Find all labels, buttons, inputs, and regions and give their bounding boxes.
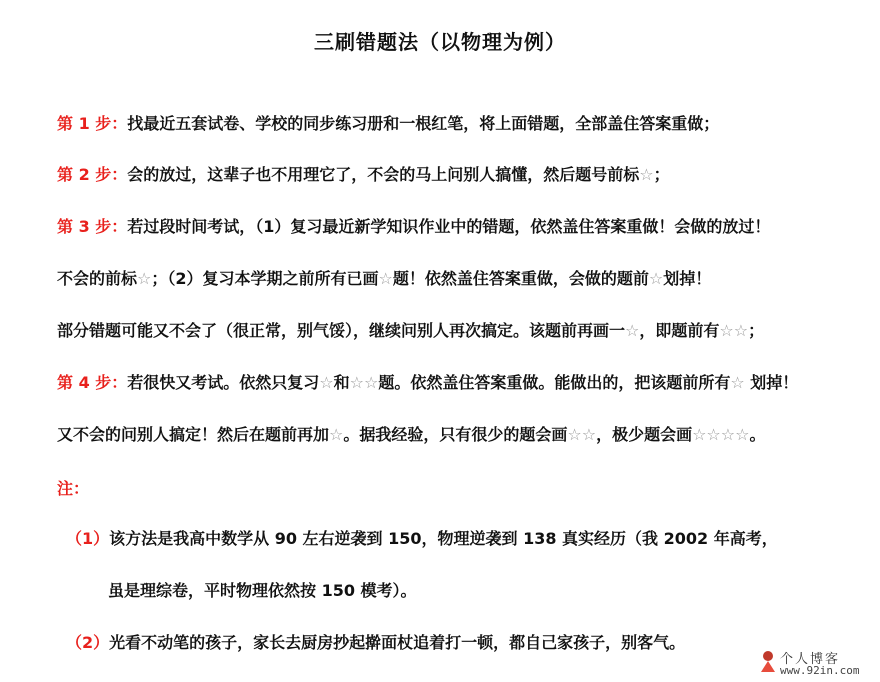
step-3-text: 若过段时间考试，（1）复习最近新学知识作业中的错题，依然盖住答案重做！会做的放过！ — [127, 217, 771, 236]
page-title: 三刷错题法（以物理为例） — [314, 30, 566, 54]
star-icon: ☆ — [692, 425, 707, 444]
note-2 — [66, 632, 685, 654]
step-3-line-1 — [57, 216, 770, 238]
step-4-text: 题。依然盖住答案重做。能做出的，把该题前所有 — [378, 373, 731, 392]
star-icon: ☆ — [137, 269, 152, 288]
star-icon: ☆ — [706, 425, 721, 444]
star-icon: ☆ — [733, 321, 749, 340]
step-4-text: 。据我经验，只有很少的题会画 — [343, 425, 568, 444]
star-icon: ☆ — [648, 269, 664, 288]
star-icon: ☆ — [735, 425, 750, 444]
step-3-line-3 — [57, 320, 764, 342]
step-4-text: 若很快又考试。依然只复习 — [127, 373, 320, 392]
step-4-text: 划掉！ — [744, 373, 799, 392]
step-1-label: 第 1 步： — [57, 114, 128, 133]
step-3-line-2 — [57, 268, 711, 290]
note-1-line-2: 虽是理综卷，平时物理依然按 150 模考）。 — [108, 581, 417, 600]
notes-label: 注： — [57, 479, 90, 498]
watermark-url: www.92in.com — [780, 664, 860, 677]
step-3-text: 部分错题可能又不会了（很正常，别气馁），继续问别人再次搞定。该题前再画一 — [57, 321, 626, 340]
star-icon: ☆ — [349, 373, 364, 392]
watermark-name: 个人博客 — [780, 652, 841, 667]
step-3-label: 第 3 步： — [57, 217, 128, 236]
step-4-line-1 — [57, 372, 798, 394]
watermark-logo-icon — [758, 648, 778, 674]
step-3-text: 题！依然盖住答案重做，会做的题前 — [392, 269, 649, 288]
step-3-text: ，即题前有 — [639, 321, 720, 340]
star-icon: ☆ — [730, 373, 745, 392]
step-1-text: 找最近五套试卷、学校的同步练习册和一根红笔，将上面错题，全部盖住答案重做； — [127, 114, 720, 133]
star-icon: ☆ — [639, 165, 654, 184]
star-icon: ☆ — [719, 321, 734, 340]
step-2-text-end: ； — [653, 165, 670, 184]
step-1 — [57, 113, 719, 135]
step-3-text: 划掉！ — [663, 269, 712, 288]
note-1-line-1 — [66, 528, 778, 550]
note-1-number: （1） — [66, 529, 110, 548]
note-1-text: 该方法是我高中数学从 90 左右逆袭到 150，物理逆袭到 138 真实经历（我 2002 年高考， — [109, 529, 778, 548]
watermark — [758, 648, 878, 680]
step-4-text: 又不会的问别人搞定！然后在题前再加 — [57, 425, 330, 444]
step-2-label: 第 2 步： — [57, 165, 128, 184]
step-2-text: 会的放过，这辈子也不用理它了，不会的马上问别人搞懂，然后题号前标 — [127, 165, 640, 184]
star-icon: ☆ — [567, 425, 582, 444]
star-icon: ☆ — [581, 425, 597, 444]
step-3-text: 不会的前标 — [57, 269, 138, 288]
step-4-text: 。 — [749, 425, 766, 444]
star-icon: ☆ — [329, 425, 344, 444]
star-icon: ☆ — [319, 373, 334, 392]
note-2-text: 光看不动笔的孩子，家长去厨房抄起擀面杖追着打一顿，都自己家孩子，别客气。 — [109, 633, 686, 652]
note-2-number: （2） — [66, 633, 110, 652]
star-icon: ☆ — [378, 269, 393, 288]
step-4-line-2 — [57, 424, 765, 446]
step-4-label: 第 4 步： — [57, 373, 128, 392]
step-2 — [57, 164, 670, 186]
star-icon: ☆ — [720, 425, 736, 444]
step-3-text: ；（2）复习本学期之前所有已画 — [151, 269, 379, 288]
step-3-text: ； — [748, 321, 765, 340]
star-icon: ☆ — [625, 321, 640, 340]
step-4-text: 和 — [333, 373, 350, 392]
step-4-text: ，极少题会画 — [596, 425, 693, 444]
star-icon: ☆ — [364, 373, 379, 392]
